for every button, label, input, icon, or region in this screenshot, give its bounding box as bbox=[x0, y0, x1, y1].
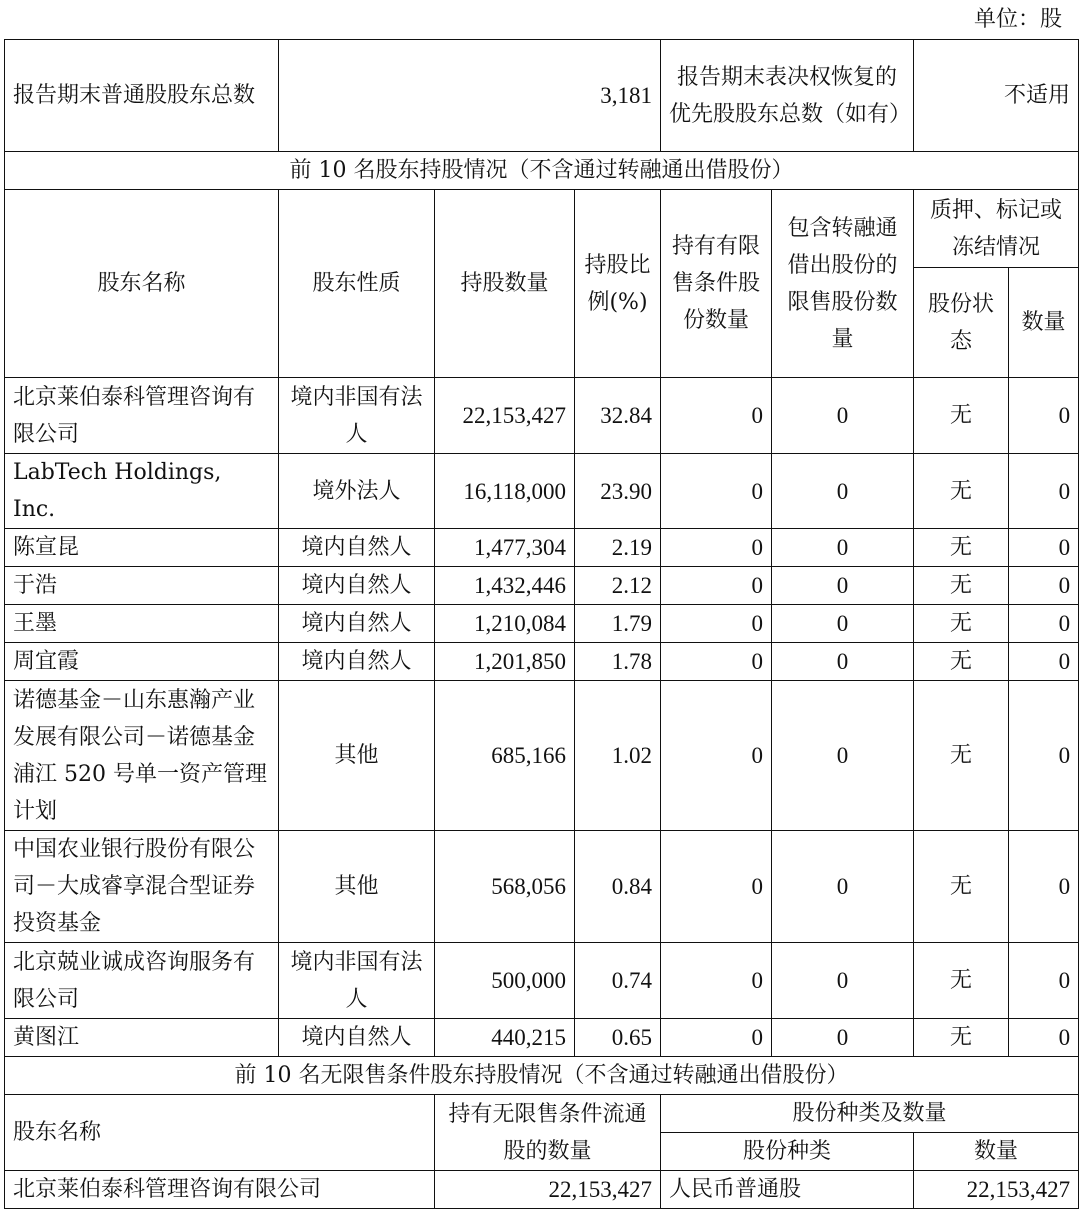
pledge-qty: 0 bbox=[1009, 831, 1079, 943]
holder-nature: 境内自然人 bbox=[279, 605, 435, 643]
holder-restricted: 0 bbox=[661, 529, 772, 567]
holder-nature: 境内自然人 bbox=[279, 1019, 435, 1057]
holder-shares: 1,210,084 bbox=[435, 605, 575, 643]
pledge-status: 无 bbox=[914, 1019, 1009, 1057]
holder-ratio: 2.19 bbox=[575, 529, 661, 567]
pledge-qty: 0 bbox=[1009, 1019, 1079, 1057]
header-shares: 持股数量 bbox=[435, 190, 575, 378]
holder-ratio: 1.02 bbox=[575, 681, 661, 831]
table-row bbox=[5, 831, 1079, 943]
pledge-qty: 0 bbox=[1009, 378, 1079, 454]
holder-name: 北京莱伯泰科管理咨询有限公司 bbox=[5, 378, 279, 454]
holder-restricted: 0 bbox=[661, 567, 772, 605]
pledge-status: 无 bbox=[914, 378, 1009, 454]
holder-restricted: 0 bbox=[661, 681, 772, 831]
holder-lent: 0 bbox=[772, 454, 914, 529]
total-holders-value: 3,181 bbox=[279, 40, 661, 152]
holder-lent: 0 bbox=[772, 681, 914, 831]
holder-restricted: 0 bbox=[661, 643, 772, 681]
holder-lent: 0 bbox=[772, 831, 914, 943]
holder-nature: 境内非国有法人 bbox=[279, 378, 435, 454]
top10-section-title: 前 10 名股东持股情况（不含通过转融通出借股份） bbox=[5, 152, 1079, 190]
holder-shares: 1,477,304 bbox=[435, 529, 575, 567]
unit-label: 单位：股 bbox=[973, 7, 1062, 32]
holder-ratio: 1.79 bbox=[575, 605, 661, 643]
pledge-qty: 0 bbox=[1009, 643, 1079, 681]
holder-name: 北京兢业诚成咨询服务有限公司 bbox=[5, 943, 279, 1019]
preferred-value: 不适用 bbox=[914, 40, 1079, 152]
table-row bbox=[5, 529, 1079, 567]
holder-lent: 0 bbox=[772, 529, 914, 567]
holder-ratio: 23.90 bbox=[575, 454, 661, 529]
holder-shares: 16,118,000 bbox=[435, 454, 575, 529]
holder-name: 陈宣昆 bbox=[5, 529, 279, 567]
holder-restricted: 0 bbox=[661, 605, 772, 643]
holder-nature: 境外法人 bbox=[279, 454, 435, 529]
summary-row bbox=[5, 40, 1079, 152]
pledge-status: 无 bbox=[914, 943, 1009, 1019]
unrestricted-header-count: 持有无限售条件流通股的数量 bbox=[435, 1095, 661, 1171]
pledge-qty: 0 bbox=[1009, 454, 1079, 529]
holder-restricted: 0 bbox=[661, 831, 772, 943]
holder-ratio: 32.84 bbox=[575, 378, 661, 454]
holder-name: 于浩 bbox=[5, 567, 279, 605]
holder-nature: 境内自然人 bbox=[279, 529, 435, 567]
header-pledge: 质押、标记或冻结情况 bbox=[914, 190, 1079, 268]
pledge-status: 无 bbox=[914, 831, 1009, 943]
holder-nature: 其他 bbox=[279, 681, 435, 831]
pledge-status: 无 bbox=[914, 643, 1009, 681]
holder-ratio: 0.84 bbox=[575, 831, 661, 943]
holder-nature: 境内自然人 bbox=[279, 567, 435, 605]
holder-ratio: 0.74 bbox=[575, 943, 661, 1019]
header-restricted: 持有有限售条件股份数量 bbox=[661, 190, 772, 378]
holder-shares: 22,153,427 bbox=[435, 378, 575, 454]
pledge-status: 无 bbox=[914, 605, 1009, 643]
pledge-qty: 0 bbox=[1009, 681, 1079, 831]
header-name: 股东名称 bbox=[5, 190, 279, 378]
holder-shares: 440,215 bbox=[435, 1019, 575, 1057]
holder-lent: 0 bbox=[772, 567, 914, 605]
shareholder-table bbox=[4, 39, 1079, 1209]
preferred-label: 报告期末表决权恢复的优先股股东总数（如有） bbox=[661, 40, 914, 152]
pledge-status: 无 bbox=[914, 681, 1009, 831]
holder-lent: 0 bbox=[772, 378, 914, 454]
table-row bbox=[5, 681, 1079, 831]
holder-shares: 568,056 bbox=[435, 831, 575, 943]
holder-lent: 0 bbox=[772, 605, 914, 643]
table-row bbox=[5, 1171, 1079, 1209]
unrestricted-header-name: 股东名称 bbox=[5, 1095, 435, 1171]
holder-ratio: 2.12 bbox=[575, 567, 661, 605]
holder-name: LabTech Holdings, Inc. bbox=[5, 454, 279, 529]
holder-lent: 0 bbox=[772, 943, 914, 1019]
holder-name: 周宜霞 bbox=[5, 643, 279, 681]
pledge-qty: 0 bbox=[1009, 943, 1079, 1019]
holder-name: 王墨 bbox=[5, 605, 279, 643]
total-holders-label: 报告期末普通股股东总数 bbox=[5, 40, 279, 152]
unrestricted-header-qty: 数量 bbox=[914, 1133, 1079, 1171]
holder-ratio: 1.78 bbox=[575, 643, 661, 681]
pledge-qty: 0 bbox=[1009, 567, 1079, 605]
header-pledge-qty: 数量 bbox=[1009, 268, 1079, 378]
holder-nature: 境内自然人 bbox=[279, 643, 435, 681]
holder-shares: 500,000 bbox=[435, 943, 575, 1019]
holder-restricted: 0 bbox=[661, 1019, 772, 1057]
holder-name: 中国农业银行股份有限公司－大成睿享混合型证券投资基金 bbox=[5, 831, 279, 943]
unrestricted-holder-qty: 22,153,427 bbox=[914, 1171, 1079, 1209]
table-row bbox=[5, 454, 1079, 529]
holder-lent: 0 bbox=[772, 643, 914, 681]
unrestricted-holder-name: 北京莱伯泰科管理咨询有限公司 bbox=[5, 1171, 435, 1209]
holder-shares: 1,201,850 bbox=[435, 643, 575, 681]
table-row bbox=[5, 378, 1079, 454]
holder-shares: 685,166 bbox=[435, 681, 575, 831]
holder-name: 诺德基金－山东惠瀚产业发展有限公司－诺德基金浦江 520 号单一资产管理计划 bbox=[5, 681, 279, 831]
pledge-status: 无 bbox=[914, 529, 1009, 567]
header-pledge-status: 股份状态 bbox=[914, 268, 1009, 378]
table-row bbox=[5, 1019, 1079, 1057]
table-row bbox=[5, 643, 1079, 681]
table-row bbox=[5, 567, 1079, 605]
holder-name: 黄图江 bbox=[5, 1019, 279, 1057]
unrestricted-holder-kind: 人民币普通股 bbox=[661, 1171, 914, 1209]
holder-restricted: 0 bbox=[661, 943, 772, 1019]
pledge-qty: 0 bbox=[1009, 605, 1079, 643]
holder-lent: 0 bbox=[772, 1019, 914, 1057]
header-nature: 股东性质 bbox=[279, 190, 435, 378]
holder-ratio: 0.65 bbox=[575, 1019, 661, 1057]
header-lent: 包含转融通借出股份的限售股份数量 bbox=[772, 190, 914, 378]
holder-nature: 境内非国有法人 bbox=[279, 943, 435, 1019]
unrestricted-holder-count: 22,153,427 bbox=[435, 1171, 661, 1209]
unrestricted-header-kind-and-qty: 股份种类及数量 bbox=[661, 1095, 1079, 1133]
table-row bbox=[5, 605, 1079, 643]
unrestricted-section-title: 前 10 名无限售条件股东持股情况（不含通过转融通出借股份） bbox=[5, 1057, 1079, 1095]
holder-restricted: 0 bbox=[661, 378, 772, 454]
table-row bbox=[5, 943, 1079, 1019]
holder-nature: 其他 bbox=[279, 831, 435, 943]
header-ratio: 持股比例(%) bbox=[575, 190, 661, 378]
holder-restricted: 0 bbox=[661, 454, 772, 529]
pledge-status: 无 bbox=[914, 567, 1009, 605]
holder-shares: 1,432,446 bbox=[435, 567, 575, 605]
pledge-qty: 0 bbox=[1009, 529, 1079, 567]
unrestricted-header-kind: 股份种类 bbox=[661, 1133, 914, 1171]
pledge-status: 无 bbox=[914, 454, 1009, 529]
